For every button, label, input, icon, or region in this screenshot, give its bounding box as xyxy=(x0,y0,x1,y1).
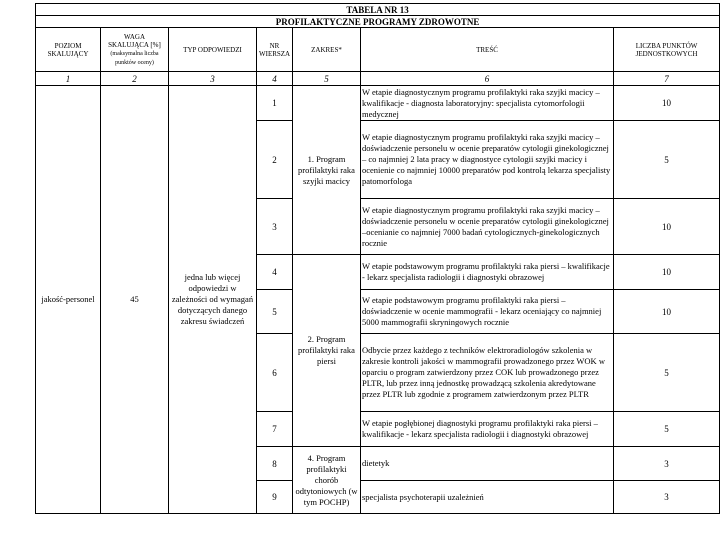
table-row xyxy=(36,86,720,121)
row-number: 4 xyxy=(257,255,293,290)
tresc-cell: dietetyk xyxy=(361,447,614,481)
row-number: 2 xyxy=(257,121,293,199)
header-zakres: ZAKRES* xyxy=(293,28,361,72)
col-number: 7 xyxy=(614,72,720,86)
points-cell: 10 xyxy=(614,290,720,334)
header-liczba: LICZBA PUNKTÓW JEDNOSTKOWYCH xyxy=(614,28,720,72)
col-number: 1 xyxy=(36,72,101,86)
points-cell: 5 xyxy=(614,121,720,199)
typ-cell: jedna lub więcej odpowiedzi w zależności od wymagań dotyczących danego zakresu świadczeń xyxy=(169,86,257,514)
col-number: 2 xyxy=(101,72,169,86)
header-waga-label: WAGA SKALUJĄCA [%] xyxy=(108,32,161,49)
row-number: 9 xyxy=(257,481,293,514)
zakres-cell-1: 1. Program profilaktyki raka szyjki macicy xyxy=(293,86,361,255)
tresc-cell: W etapie podstawowym programu profilaktyki raka piersi – kwalifikacje - lekarz specjalista radiologii i diagnostyki obrazowej xyxy=(361,255,614,290)
tresc-cell: W etapie pogłębionej diagnostyki programu profilaktyki raka piersi – kwalifikacje - lekarz specjalista radiologii i diagnostyki obrazowej xyxy=(361,412,614,447)
points-cell: 10 xyxy=(614,255,720,290)
document-page xyxy=(35,3,719,540)
row-number: 1 xyxy=(257,86,293,121)
row-number: 5 xyxy=(257,290,293,334)
points-cell: 3 xyxy=(614,481,720,514)
points-cell: 10 xyxy=(614,86,720,121)
row-number: 7 xyxy=(257,412,293,447)
tresc-cell: W etapie diagnostycznym programu profilaktyki raka szyjki macicy – doświadczenie personelu w ocenie preparatów cytologii ginekologicznej – co najmniej 2 lata pracy w diagnostyce cytologii szyjki macicy i ocenienie co najmniej 10000 preparatów pod kontrolą lekarza specjalisty patomorfologa xyxy=(361,121,614,199)
header-waga-note: (maksymalna liczba punktów oceny) xyxy=(110,50,159,66)
tresc-cell: W etapie podstawowym programu profilaktyki raka piersi – doświadczenie w ocenie mammografii - lekarz oceniający co najmniej 5000 mammografii skryningowych rocznie xyxy=(361,290,614,334)
tresc-cell: specjalista psychoterapii uzależnień xyxy=(361,481,614,514)
profilactic-programs-table xyxy=(35,3,720,514)
poziom-cell: jakość-personel xyxy=(36,86,101,514)
tresc-cell: Odbycie przez każdego z techników elektroradiologów szkolenia w zakresie kontroli jakości w mammografii prowadzonego przez WOK w oparciu o program zatwierdzony przez COK lub prowadzonego przez PLTR, lub przez inną jednostkę prowadzącą szkolenia akredytowane przez PLTR lub zgodnie z programem zatwierdzonym przez PLTR xyxy=(361,334,614,412)
col-number: 4 xyxy=(257,72,293,86)
header-waga xyxy=(101,28,169,72)
header-poziom: POZIOM SKALUJĄCY xyxy=(36,28,101,72)
tresc-cell: W etapie diagnostycznym programu profilaktyki raka szyjki macicy – kwalifikacje - diagnosta laboratoryjny: specjalista cytomorfologii medycznej xyxy=(361,86,614,121)
points-cell: 5 xyxy=(614,412,720,447)
points-cell: 10 xyxy=(614,199,720,255)
row-number: 8 xyxy=(257,447,293,481)
header-typ: TYP ODPOWIEDZI xyxy=(169,28,257,72)
points-cell: 5 xyxy=(614,334,720,412)
zakres-cell-4: 4. Program profilaktyki chorób odtytoniowych (w tym POCHP) xyxy=(293,447,361,514)
tresc-cell: W etapie diagnostycznym programu profilaktyki raka szyjki macicy – doświadczenie personelu w ocenie preparatów cytologii ginekologicznej –ocenianie co najmniej 7000 badań cytologicznych-ginekologicznych rocznie xyxy=(361,199,614,255)
row-number: 6 xyxy=(257,334,293,412)
col-number: 5 xyxy=(293,72,361,86)
header-tresc: TREŚĆ xyxy=(361,28,614,72)
col-number: 6 xyxy=(361,72,614,86)
zakres-cell-2: 2. Program profilaktyki raka piersi xyxy=(293,255,361,447)
points-cell: 3 xyxy=(614,447,720,481)
table-title: TABELA NR 13 xyxy=(36,4,720,16)
waga-cell: 45 xyxy=(101,86,169,514)
table-subtitle: PROFILAKTYCZNE PROGRAMY ZDROWOTNE xyxy=(36,16,720,28)
header-nr: NR WIERSZA xyxy=(257,28,293,72)
row-number: 3 xyxy=(257,199,293,255)
col-number: 3 xyxy=(169,72,257,86)
